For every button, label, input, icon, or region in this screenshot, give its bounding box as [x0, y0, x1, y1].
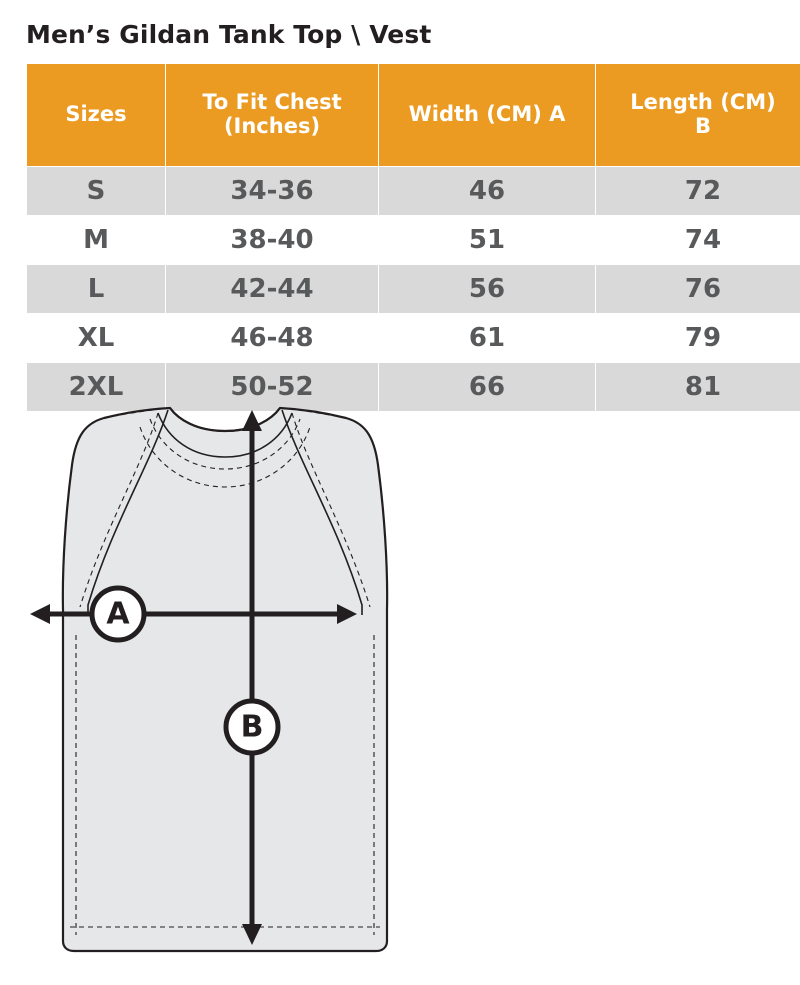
- cell-chest: 50-52: [166, 363, 379, 412]
- column-header-chest: [166, 64, 379, 167]
- table-body: [27, 167, 800, 412]
- column-header-width: [379, 64, 596, 167]
- cell-size: XL: [27, 314, 166, 363]
- cell-chest: 34-36: [166, 167, 379, 216]
- garment-diagram: [0, 405, 800, 985]
- measure-a-label: A: [106, 596, 130, 632]
- table-row: [27, 167, 800, 216]
- column-header-sizes: [27, 64, 166, 167]
- column-header-chest-line2: (Inches): [223, 114, 321, 138]
- column-header-length-line2: B: [694, 114, 711, 138]
- column-header-chest-line1: To Fit Chest: [202, 90, 342, 115]
- measure-a-arrow-left: [30, 604, 50, 624]
- column-header-sizes-line1: Sizes: [65, 102, 127, 127]
- size-chart-table: [26, 63, 800, 412]
- table-row: [27, 216, 800, 265]
- table-row: [27, 265, 800, 314]
- cell-chest: 38-40: [166, 216, 379, 265]
- cell-size: 2XL: [27, 363, 166, 412]
- cell-width: 66: [379, 363, 596, 412]
- cell-length: 74: [596, 216, 800, 265]
- measure-b-label: B: [240, 709, 264, 745]
- cell-length: 81: [596, 363, 800, 412]
- cell-length: 76: [596, 265, 800, 314]
- cell-length: 72: [596, 167, 800, 216]
- table-row: [27, 314, 800, 363]
- table-header-row: [27, 64, 800, 167]
- tank-top-illustration: [63, 408, 387, 951]
- table-header: [27, 64, 800, 167]
- cell-width: 46: [379, 167, 596, 216]
- cell-size: S: [27, 167, 166, 216]
- cell-width: 61: [379, 314, 596, 363]
- cell-chest: 42-44: [166, 265, 379, 314]
- measure-b-arrow-top: [242, 410, 262, 431]
- column-header-width-line1: Width (CM) A: [408, 102, 566, 127]
- column-header-length: [596, 64, 800, 167]
- cell-length: 79: [596, 314, 800, 363]
- garment-body-outline: [63, 408, 387, 951]
- cell-width: 56: [379, 265, 596, 314]
- cell-size: M: [27, 216, 166, 265]
- cell-size: L: [27, 265, 166, 314]
- column-header-length-line1: Length (CM): [630, 90, 776, 115]
- cell-chest: 46-48: [166, 314, 379, 363]
- page-title: Men’s Gildan Tank Top \ Vest: [26, 20, 432, 49]
- cell-width: 51: [379, 216, 596, 265]
